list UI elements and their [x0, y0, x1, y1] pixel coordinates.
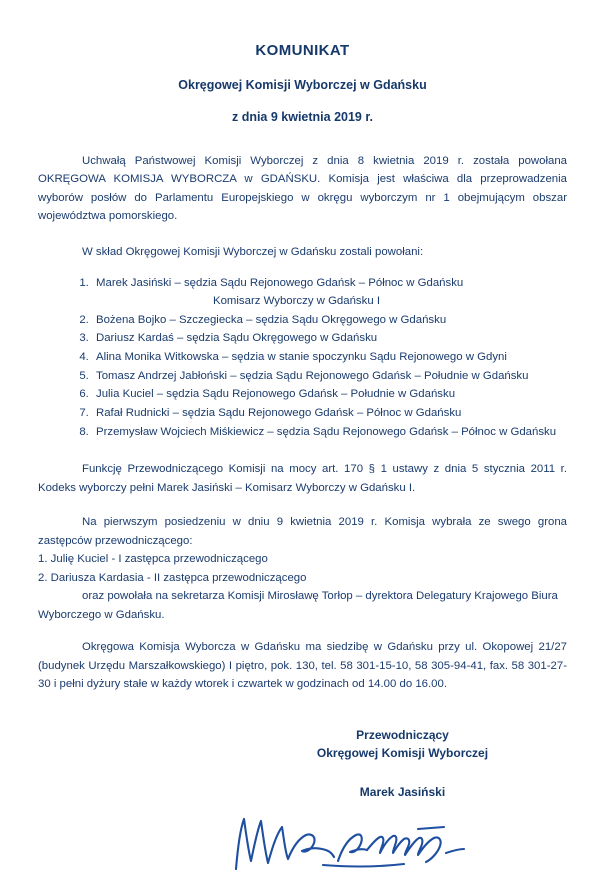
member-name: Alina Monika Witkowska – sędzia w stanie spoczynku Sądu Rejonowego w Gdyni — [96, 351, 507, 364]
secretary-paragraph: oraz powołała na sekretarza Komisji Mirosławę Torłop – dyrektora Delegatury Krajowego Biura Wyborczego w Gdańsku. — [38, 590, 558, 621]
member-name: Bożena Bojko – Szczegiecka – sędzia Sądu Okręgowego w Gdańsku — [96, 313, 447, 326]
signature-block — [38, 726, 567, 799]
member-name: Przemysław Wojciech Miśkiewicz – sędzia Sądu Rejonowego Gdańsk – Północ w Gdańsku — [96, 425, 557, 438]
list-item — [92, 405, 567, 423]
deputies-paragraph-container — [38, 513, 567, 624]
address-paragraph-container — [38, 638, 567, 693]
list-item — [92, 349, 567, 367]
intro-paragraph-container — [38, 152, 567, 226]
signature-role-line-2: Okręgowej Komisji Wyborczej — [316, 746, 489, 761]
deputy-first: 1. Julię Kuciel - I zastępca przewodniczącego — [38, 553, 268, 566]
list-item — [92, 424, 567, 442]
member-name: Marek Jasiński – sędzia Sądu Rejonowego Gdańsk – Północ w Gdańsku — [96, 277, 464, 290]
member-name: Dariusz Kardaś – sędzia Sądu Okręgowego w Gdańsku — [96, 332, 378, 345]
page-title: KOMUNIKAT — [255, 42, 350, 59]
deputies-intro-paragraph: Na pierwszym posiedzeniu w dniu 9 kwietnia 2019 r. Komisja wybrała ze swego grona zastępców przewodniczącego: — [38, 516, 567, 547]
members-list — [38, 275, 567, 441]
document-date: z dnia 9 kwietnia 2019 r. — [231, 110, 374, 124]
chairman-paragraph: Funkcję Przewodniczącego Komisji na mocy art. 170 § 1 ustawy z dnia 5 stycznia 2011 r. Kodeks wyborczy pełni Marek Jasiński – Komisarz Wyborczy w Gdańsku I. — [38, 463, 567, 494]
list-item — [92, 330, 567, 348]
signature-role-line-1: Przewodniczący — [356, 727, 449, 742]
intro-paragraph: Uchwałą Państwowej Komisji Wyborczej z dnia 8 kwietnia 2019 r. została powołana OKRĘGOWA KOMISJA WYBORCZA w GDAŃSKU. Komisja jest właściwa dla przeprowadzenia wyborów posłów do Parlamentu Europejskiego w okręgu wyborczym nr 1 obejmującym obszar województwa pomorskiego. — [38, 155, 567, 223]
list-item — [92, 275, 567, 310]
member-name: Tomasz Andrzej Jabłoński – sędzia Sądu Rejonowego Gdańsk – Południe w Gdańsku — [96, 369, 529, 382]
signature-icon — [228, 805, 488, 875]
document-subtitle: Okręgowej Komisji Wyborczej w Gdańsku — [178, 78, 427, 92]
member-name: Julia Kuciel – sędzia Sądu Rejonowego Gdańsk – Południe w Gdańsku — [96, 388, 456, 401]
member-name: Rafał Rudnicki – sędzia Sądu Rejonowego Gdańsk – Północ w Gdańsku — [96, 407, 462, 420]
deputy-second: 2. Dariusza Kardasia - II zastępca przewodniczącego — [38, 571, 307, 584]
member-subtitle: Komisarz Wyborczy w Gdańsku I — [212, 295, 380, 308]
chairman-paragraph-container — [38, 460, 567, 497]
members-intro-paragraph: W skład Okręgowej Komisji Wyborczej w Gdańsku zostali powołani: — [82, 245, 424, 258]
list-item — [92, 312, 567, 330]
signature-name: Marek Jasiński — [359, 784, 446, 799]
members-intro-container — [38, 243, 567, 261]
handwritten-signature — [38, 805, 567, 875]
list-item — [92, 386, 567, 404]
address-paragraph: Okręgowa Komisja Wyborcza w Gdańsku ma siedzibę w Gdańsku przy ul. Okopowej 21/27 (budynek Urzędu Marszałkowskiego) I piętro, pok. 130, tel. 58 301-15-10, 58 305-94-41, fax. 58 301-27-30 i pełni dyżury stałe w każdy wtorek i czwartek w godzinach od 14.00 do 16.00. — [38, 641, 567, 691]
list-item — [92, 368, 567, 386]
